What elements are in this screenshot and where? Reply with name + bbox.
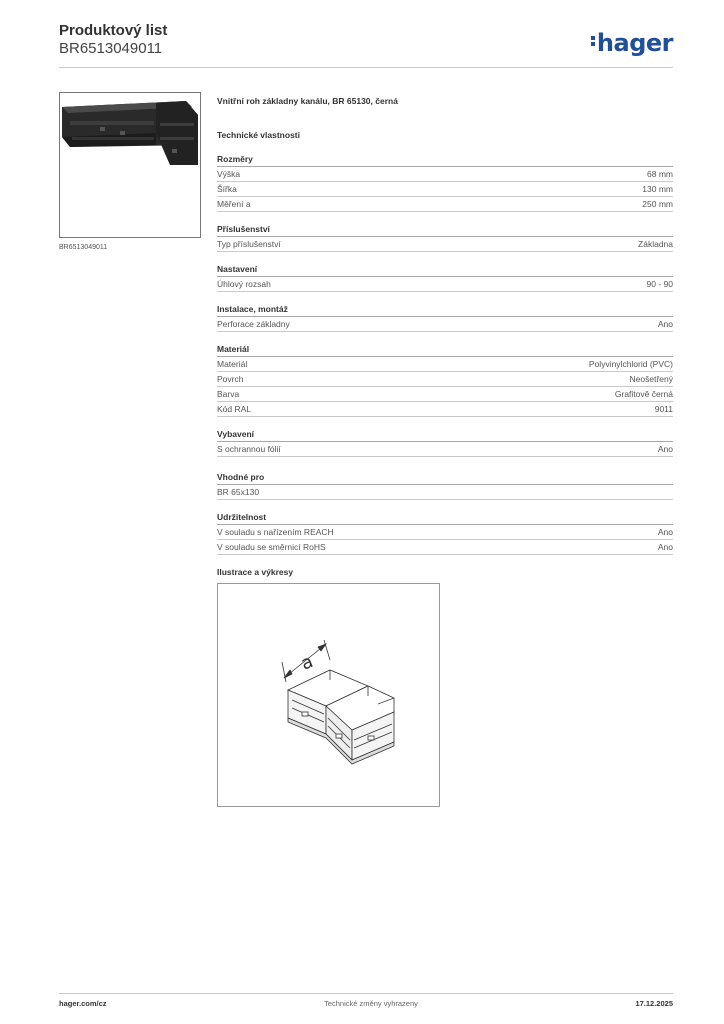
- spec-row: [217, 402, 673, 417]
- tech-heading: Technické vlastnosti: [217, 130, 300, 140]
- product-name: Vnitřní roh základny kanálu, BR 65130, černá: [217, 96, 398, 106]
- spec-value: Ano: [657, 527, 673, 537]
- spec-value: Ano: [657, 319, 673, 329]
- spec-row: [217, 317, 673, 332]
- spec-row: [217, 277, 673, 292]
- section-rozmery: [217, 153, 673, 212]
- spec-label: Povrch: [217, 374, 244, 384]
- section-vhodne: [217, 471, 673, 500]
- section-title: Rozměry: [217, 153, 673, 167]
- section-title: Příslušenství: [217, 223, 673, 237]
- spec-label: Šířka: [217, 184, 237, 194]
- section-title: Nastavení: [217, 263, 673, 277]
- spec-content: [217, 96, 673, 807]
- spec-value: 250 mm: [642, 199, 673, 209]
- spec-row: [217, 485, 673, 500]
- spec-label: BR 65x130: [217, 487, 260, 497]
- product-photo-image: [60, 93, 200, 237]
- photo-caption: BR6513049011: [59, 244, 108, 251]
- spec-row: [217, 442, 673, 457]
- spec-label: Barva: [217, 389, 240, 399]
- spec-value: Ano: [657, 444, 673, 454]
- spec-row: [217, 540, 673, 555]
- section-title: Udržitelnost: [217, 511, 673, 525]
- section-nastaveni: [217, 263, 673, 292]
- section-material: [217, 343, 673, 417]
- dimension-label: a: [298, 651, 317, 675]
- spec-value: Základna: [638, 239, 673, 249]
- section-prislusenstvi: [217, 223, 673, 252]
- page-title: Produktový list: [59, 22, 168, 39]
- spec-label: S ochrannou fólií: [217, 444, 281, 454]
- spec-label: Perforace základny: [217, 319, 290, 329]
- spec-value: Grafitově černá: [614, 389, 673, 399]
- spec-label: Úhlový rozsah: [217, 279, 271, 289]
- footer-website[interactable]: hager.com/cz: [59, 999, 107, 1008]
- logo-dots-icon: [591, 34, 596, 48]
- page-footer: [59, 993, 673, 1008]
- spec-value: 130 mm: [642, 184, 673, 194]
- spec-value: 9011: [654, 404, 673, 414]
- spec-value: Ano: [657, 542, 673, 552]
- page-header: [59, 22, 673, 68]
- technical-drawing: [217, 583, 440, 807]
- section-title: Vybavení: [217, 428, 673, 442]
- illustration-heading: Ilustrace a výkresy: [217, 567, 294, 577]
- logo-text: hager: [596, 29, 673, 57]
- product-photo: [59, 92, 201, 238]
- corner-drawing: [218, 584, 439, 806]
- spec-row: [217, 182, 673, 197]
- spec-label: Měření a: [217, 199, 251, 209]
- spec-label: Výška: [217, 169, 241, 179]
- hager-logo: [591, 29, 673, 57]
- spec-row: [217, 237, 673, 252]
- spec-value: Neošetřený: [629, 374, 673, 384]
- section-title: Vhodné pro: [217, 471, 673, 485]
- spec-value: Polyvinylchlorid (PVC): [588, 359, 673, 369]
- spec-label: V souladu se směrnicí RoHS: [217, 542, 326, 552]
- spec-row: [217, 197, 673, 212]
- section-title: Materiál: [217, 343, 673, 357]
- spec-label: V souladu s nařízením REACH: [217, 527, 334, 537]
- spec-row: [217, 167, 673, 182]
- spec-label: Materiál: [217, 359, 248, 369]
- spec-row: [217, 387, 673, 402]
- spec-value: 90 - 90: [646, 279, 673, 289]
- section-udrzitelnost: [217, 511, 673, 555]
- section-title: Instalace, montáž: [217, 303, 673, 317]
- footer-date: 17.12.2025: [635, 999, 673, 1008]
- spec-label: Kód RAL: [217, 404, 252, 414]
- product-code: BR6513049011: [59, 40, 163, 57]
- spec-row: [217, 525, 673, 540]
- spec-row: [217, 372, 673, 387]
- footer-notice: Technické změny vyhrazeny: [324, 999, 418, 1008]
- section-instalace: [217, 303, 673, 332]
- spec-value: 68 mm: [647, 169, 673, 179]
- spec-label: Typ příslušenství: [217, 239, 281, 249]
- spec-row: [217, 357, 673, 372]
- section-vybaveni: [217, 428, 673, 457]
